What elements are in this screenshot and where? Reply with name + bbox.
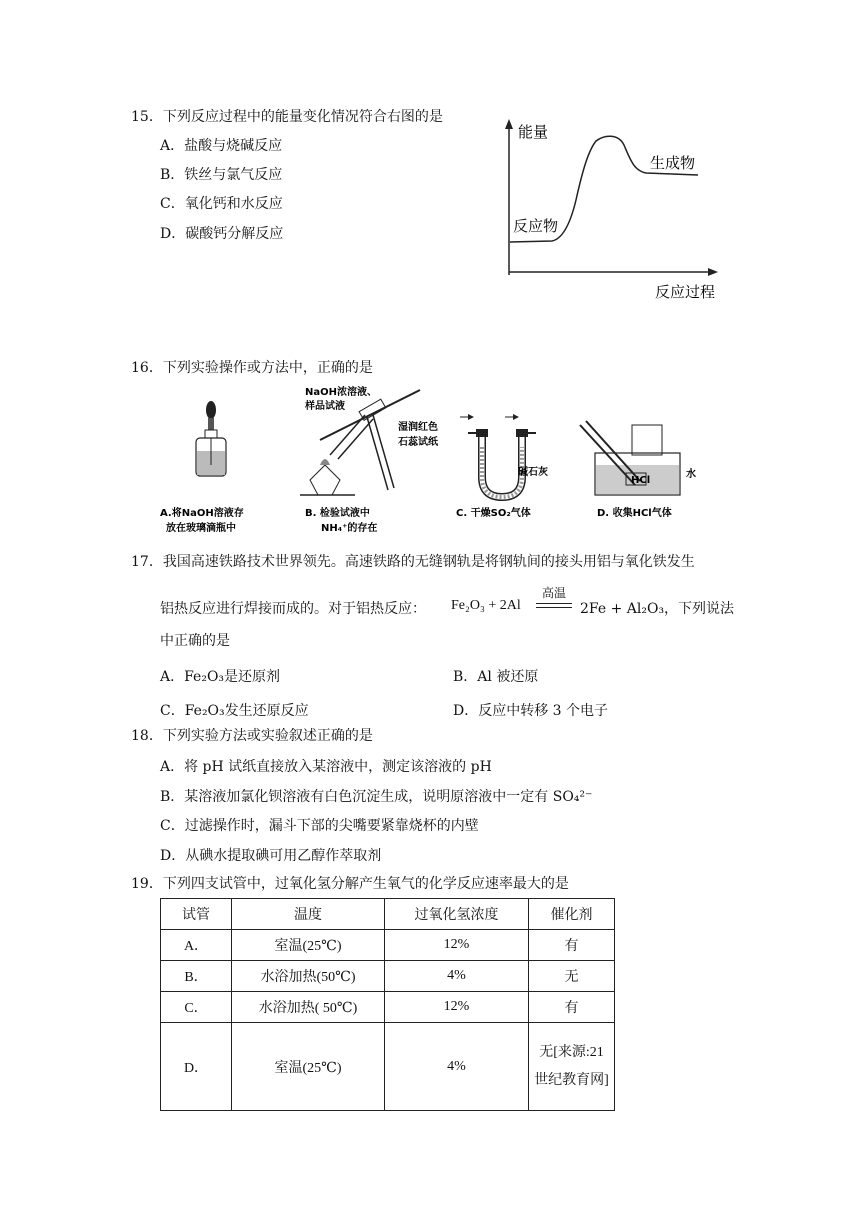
table-cell: 4% [385,1023,529,1111]
table-cell: B． [161,961,232,992]
caption-c: C. 干燥SO₂气体 [456,508,531,519]
q17-reactants: Fe₂O₃ + 2Al [451,598,521,613]
gas-collection-icon [580,421,680,495]
q17-arrow-line2 [536,607,572,608]
q19-table [160,898,615,1111]
q18-stem: 18．下列实验方法或实验叙述正确的是 [131,728,373,744]
q19-stem: 19．下列四支试管中，过氧化氢分解产生氧气的化学反应速率最大的是 [131,876,569,892]
table-cell: C． [161,992,232,1023]
x-axis-label: 反应过程 [655,283,716,301]
table-cell: 室温(25℃) [232,1023,385,1111]
table-cell: 室温(25℃) [232,930,385,961]
table-row [161,1023,615,1111]
label-sample: 样品试液 [305,401,345,412]
table-cell: 有 [529,930,615,961]
caption-a-line1: A.将NaOH溶液存 [160,508,244,519]
q18-option-c: C．过滤操作时，漏斗下部的尖嘴要紧靠烧杯的内壁 [160,818,479,834]
q18-option-b: B．某溶液加氯化钡溶液有白色沉淀生成，说明原溶液中一定有 SO₄²⁻ [160,789,593,805]
table-cell: 无[来源:21世纪教育网] [529,1023,615,1111]
header-catalyst: 催化剂 [529,899,615,930]
label-water: 水 [686,469,696,480]
q17-option-b: B．Al 被还原 [453,669,539,685]
label-naoh: NaOH浓溶液、 [305,387,377,398]
q17-line3: 中正确的是 [160,633,230,649]
caption-b-line2: NH₄⁺的存在 [321,523,378,534]
q15-option-c: C．氧化钙和水反应 [160,196,283,212]
q17-option-d: D．反应中转移 3 个电子 [453,703,609,719]
q17-line1: 17．我国高速铁路技术世界领先。高速铁路的无缝钢轨是将钢轨间的接头用铝与氧化铁发生 [131,554,695,570]
energy-diagram [500,115,730,305]
header-tube: 试管 [161,899,232,930]
u-tube-icon [460,414,536,497]
q17-option-a: A．Fe₂O₃是还原剂 [160,669,281,685]
label-soda-lime: 碱石灰 [518,467,548,478]
caption-a-line2: 放在玻璃滴瓶中 [166,523,236,534]
table-cell: D． [161,1023,232,1111]
q17-arrow-line1 [536,603,572,604]
dropper-bottle-icon [196,401,226,476]
table-header-row [161,899,615,930]
table-cell: 12% [385,930,529,961]
table-cell: 无 [529,961,615,992]
product-label: 生成物 [650,154,696,172]
q15-stem: 15．下列反应过程中的能量变化情况符合右图的是 [131,109,443,125]
table-cell: 水浴加热(50℃) [232,961,385,992]
q18-option-a: A．将 pH 试纸直接放入某溶液中，测定该溶液的 pH [160,759,492,775]
q17-line2-pre: 铝热反应进行焊接而成的。对于铝热反应： [160,601,426,617]
q18-option-d: D．从碘水提取碘可用乙醇作萃取剂 [160,848,382,864]
label-litmus2: 石蕊试纸 [398,437,438,448]
caption-d: D. 收集HCl气体 [597,508,672,519]
y-axis-label: 能量 [518,123,549,141]
header-temperature: 温度 [232,899,385,930]
q16-apparatus [160,385,720,535]
table-row [161,930,615,961]
q15-option-a: A．盐酸与烧碱反应 [160,138,283,154]
q17-option-c: C．Fe₂O₃发生还原反应 [160,703,309,719]
label-litmus1: 湿润红色 [398,422,438,433]
table-cell: 12% [385,992,529,1023]
caption-b-line1: B. 检验试液中 [305,508,370,519]
q17-condition: 高温 [541,586,566,600]
header-concentration: 过氧化氢浓度 [385,899,529,930]
q17-products: 2Fe + Al₂O₃，下列说法 [580,601,735,617]
q15-option-d: D．碳酸钙分解反应 [160,226,284,242]
label-hcl: HCl [631,475,651,486]
table-row [161,961,615,992]
table-row [161,992,615,1023]
reactant-label: 反应物 [513,217,559,235]
q15-option-b: B．铁丝与氯气反应 [160,167,283,183]
table-cell: 有 [529,992,615,1023]
table-cell: 4% [385,961,529,992]
table-cell: A． [161,930,232,961]
table-cell: 水浴加热( 50℃) [232,992,385,1023]
q16-stem: 16．下列实验操作或方法中，正确的是 [131,360,373,376]
